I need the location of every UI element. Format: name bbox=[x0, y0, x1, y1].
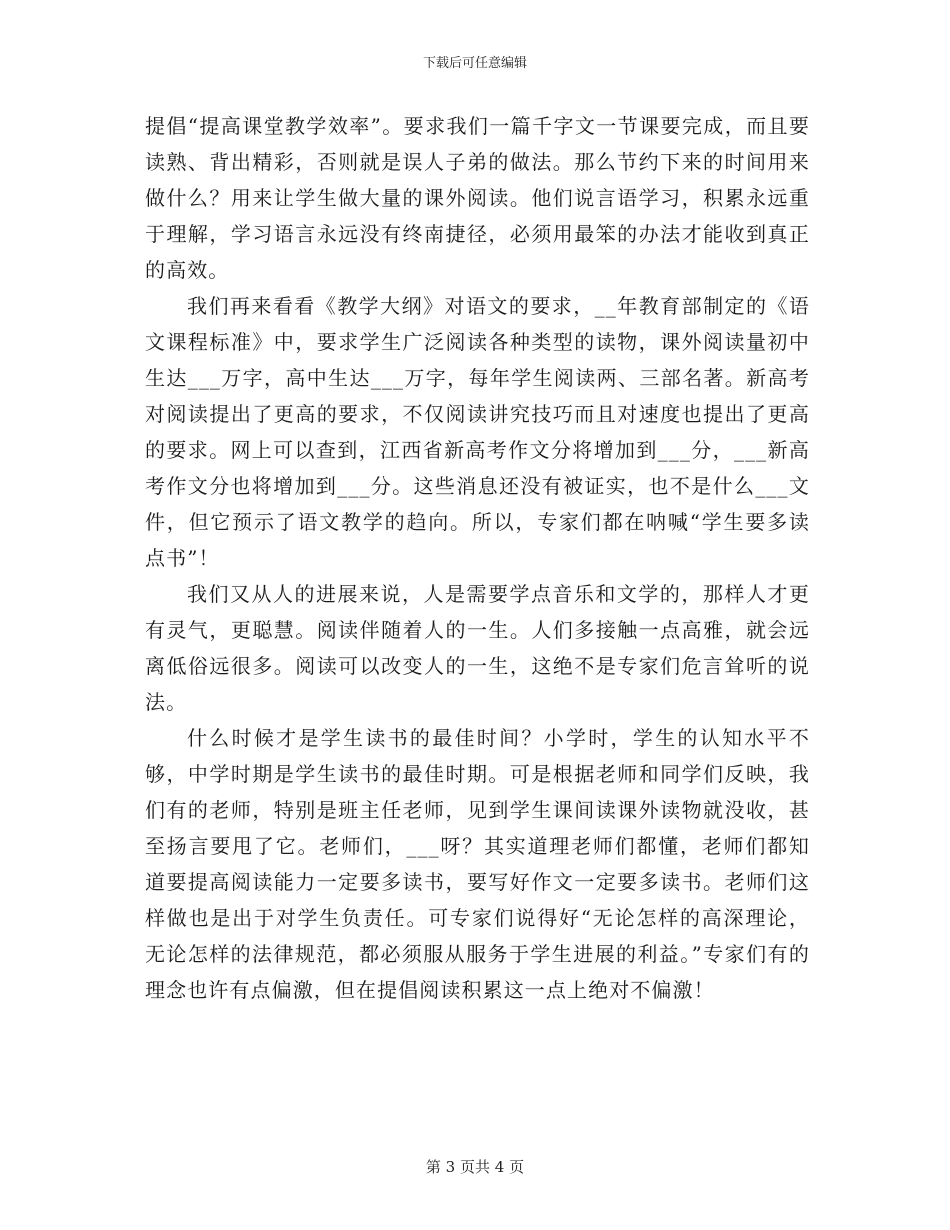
paragraph-2: 我们再来看看《教学大纲》对语文的要求，__年教育部制定的《语文课程标准》中，要求学生广泛阅读各种类型的读物，课外阅读量初中生达___万字，高中生达___万字，每年学生阅读两、三部名著。新高考对阅读提出了更高的要求，不仅阅读讲究技巧而且对速度也提出了更高的要求。网上可以查到，江西省新高考作文分将增加到___分，___新高考作文分也将增加到___分。这些消息还没有被证实，也不是什么___文件，但它预示了语文教学的趋向。所以，专家们都在呐喊“学生要多读点书”！ bbox=[145, 294, 810, 570]
page-footer: 第 3 页共 4 页 bbox=[425, 1158, 525, 1176]
paragraph-4: 什么时候才是学生读书的最佳时间？小学时，学生的认知水平不够，中学时期是学生读书的最佳时期。可是根据老师和同学们反映，我们有的老师，特别是班主任老师，见到学生课间读课外读物就没收，甚至扬言要甩了它。老师们，___呀？其实道理老师们都懂，老师们都知道要提高阅读能力一定要多读书，要写好作文一定要多读书。老师们这样做也是出于对学生负责任。可专家们说得好“无论怎样的高深理论，无论怎样的法律规范，都必须服从服务于学生进展的利益。”专家们有的理念也许有点偏激，但在提倡阅读积累这一点上绝对不偏激！ bbox=[145, 726, 810, 1002]
paragraph-3: 我们又从人的进展来说，人是需要学点音乐和文学的，那样人才更有灵气，更聪慧。阅读伴随着人的一生。人们多接触一点高雅，就会远离低俗远很多。阅读可以改变人的一生，这绝不是专家们危言耸听的说法。 bbox=[145, 582, 810, 714]
document-body bbox=[145, 108, 810, 1008]
paragraph-1: 提倡“提高课堂教学效率”。要求我们一篇千字文一节课要完成，而且要读熟、背出精彩，否则就是误人子弟的做法。那么节约下来的时间用来做什么？用来让学生做大量的课外阅读。他们说言语学习，积累永远重于理解，学习语言永远没有终南捷径，必须用最笨的办法才能收到真正的高效。 bbox=[145, 114, 810, 282]
page-header: 下载后可任意编辑 bbox=[422, 56, 527, 71]
